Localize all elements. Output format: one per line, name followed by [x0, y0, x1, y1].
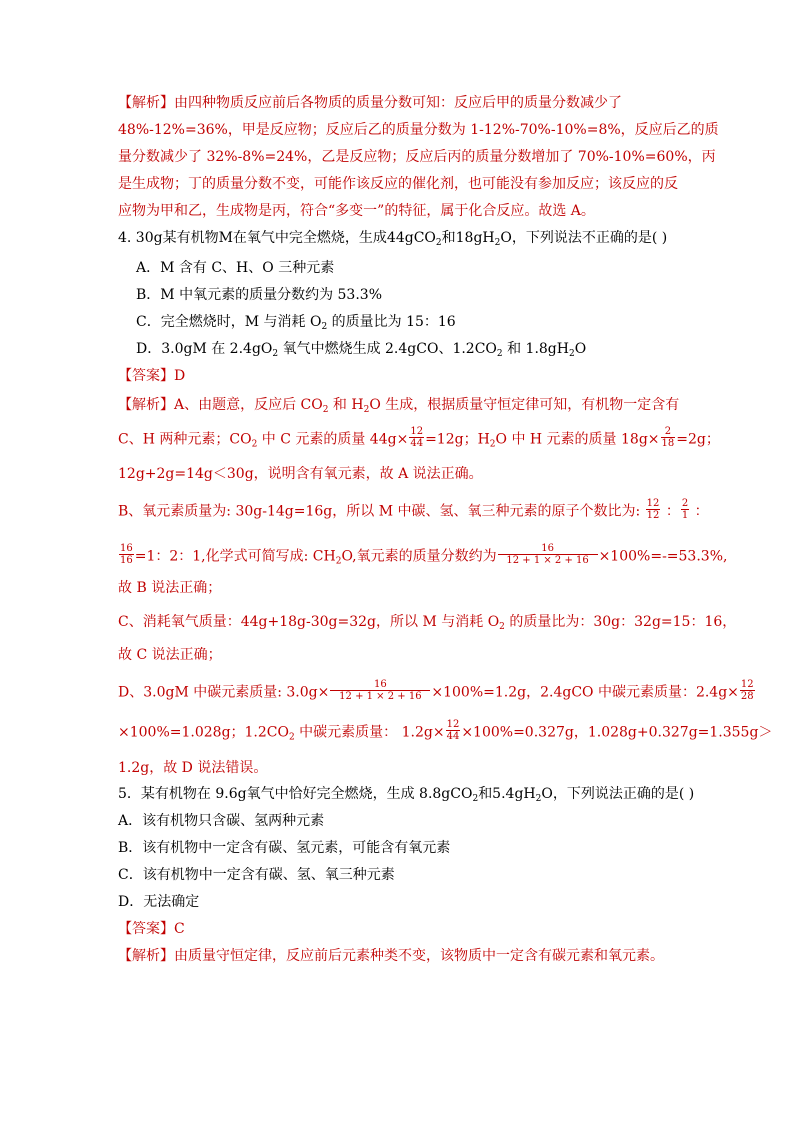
fraction-16-16: $\frac{16}{16}$	[120, 543, 133, 566]
fraction-12-44: $\frac{12}{44}$	[410, 426, 424, 449]
q5-option-d: D．无法确定	[118, 894, 200, 910]
fraction-2-18: $\frac{2}{18}$	[661, 426, 675, 449]
q5-option-c: C．该有机物中一定含有碳、氢、氧三种元素	[118, 867, 395, 883]
q4-analysis-a2: C、H 两种元素；$CO_2$ 中 C 元素的质量 44g× $\frac{12}{44}$ =12g；$H_2O$ 中 H 元素的质量 18g× $\frac{2}{18}$ =2g；	[118, 426, 720, 450]
analysis-p1-line1: 【解析】由四种物质反应前后各物质的质量分数可知：反应后甲的质量分数减少了	[118, 95, 622, 111]
q5-answer: 【答案】C	[118, 921, 185, 937]
q4-option-a: A．M 含有 C、H、O 三种元素	[136, 260, 335, 276]
analysis-p1-line2: 48%-12%=36%，甲是反应物；反应后乙的质量分数为 1-12%-70%-10%=8%，反应后乙的质	[118, 122, 719, 138]
q4-analysis-a3: 12g+2g=14g＜30g，说明含有氧元素，故 A 说法正确。	[118, 466, 483, 482]
fraction-carbon-percent: $\frac{16}{12 + 1 \times 2 + 16}$	[330, 679, 430, 702]
q4-stem: 4. 30g某有机物M在氧气中完全燃烧，生成44gCO$_2$和$18gH_2O$，下列说法不正确的是( )	[118, 230, 668, 248]
q4-analysis-b3: 故 B 说法正确；	[118, 580, 222, 596]
fraction-12-28: $\frac{12}{28}$	[740, 679, 754, 702]
q4-analysis-c1: C、消耗氧气质量：44g+18g-30g=32g，所以 M 与消耗 $O_2$ 的质量比为：30g：32g=15：16，	[118, 614, 737, 632]
q4-analysis-c2: 故 C 说法正确；	[118, 647, 222, 663]
q4-analysis-a1: 【解析】A、由题意，反应后 $CO_2$ 和 $H_2O$ 生成，根据质量守恒定律可知，有机物一定含有	[118, 397, 680, 415]
q4-answer: 【答案】D	[118, 368, 186, 384]
fraction-12-44-d: $\frac{12}{44}$	[446, 719, 460, 742]
q4-option-c: C．完全燃烧时，M 与消耗 $O_2$ 的质量比为 15：16	[136, 314, 456, 332]
analysis-p1-line3: 量分数减少了 32%-8%=24%，乙是反应物；反应后丙的质量分数增加了 70%-10%=60%，丙	[118, 149, 716, 165]
analysis-p1-line4: 是生成物；丁的质量分数不变，可能作该反应的催化剂，也可能没有参加反应；该反应的反	[118, 176, 678, 192]
q5-option-b: B．该有机物中一定含有碳、氢元素，可能含有氧元素	[118, 840, 451, 856]
fraction-12-12: $\frac{12}{12}$	[646, 498, 660, 521]
q4-option-b: B．M 中氧元素的质量分数约为 53.3%	[136, 287, 382, 303]
analysis-p1-line5: 应物为甲和乙，生成物是丙，符合“多变一”的特征，属于化合反应。故选 A。	[118, 203, 595, 219]
q4-analysis-b1: B、氧元素质量为: 30g-14g=16g，所以 M 中碳、氢、氧三种元素的原子个数比为: $\frac{12}{12}$ ： $\frac{2}{1}$ ：	[118, 498, 709, 521]
q4-option-d: D．3.0gM 在 $2.4gO_2$ 氧气中燃烧生成 2.4gCO、$1.2CO_2$ 和 $1.8gH_2O$	[136, 341, 587, 359]
q4-analysis-d3: 1.2g，故 D 说法错误。	[118, 760, 268, 776]
q4-analysis-b2: $\frac{16}{16}$ =1：2：1,化学式可简写成: $CH_2O$,氧元素的质量分数约为 $\frac{16}{12 + 1 \times 2 + 16}$ ×100%=-=53.3%,	[120, 543, 728, 567]
q5-analysis: 【解析】由质量守恒定律，反应前后元素种类不变，该物质中一定含有碳元素和氧元素。	[118, 948, 664, 964]
fraction-oxygen-percent: $\frac{16}{12 + 1 \times 2 + 16}$	[498, 543, 598, 566]
q4-analysis-d2: ×100%=1.028g；$1.2CO_2$ 中碳元素质量： 1.2g× $\frac{12}{44}$ ×100%=0.327g，1.028g+0.327g=1.355g＞	[118, 719, 773, 743]
analysis-tag: 【解析】	[118, 95, 174, 111]
q5-stem: 5．某有机物在 9.6g氧气中恰好完全燃烧，生成 8.8gCO$_2$和$5.4gH_2O$，下列说法正确的是( )	[118, 786, 695, 804]
q5-option-a: A．该有机物只含碳、氢两种元素	[118, 813, 325, 829]
q4-analysis-d1: D、3.0gM 中碳元素质量: 3.0g× $\frac{16}{12 + 1 \times 2 + 16}$ ×100%=1.2g，2.4gCO 中碳元素质量：2.4g× $\frac{12}{28}$	[118, 679, 754, 702]
fraction-2-1: $\frac{2}{1}$	[681, 498, 689, 521]
